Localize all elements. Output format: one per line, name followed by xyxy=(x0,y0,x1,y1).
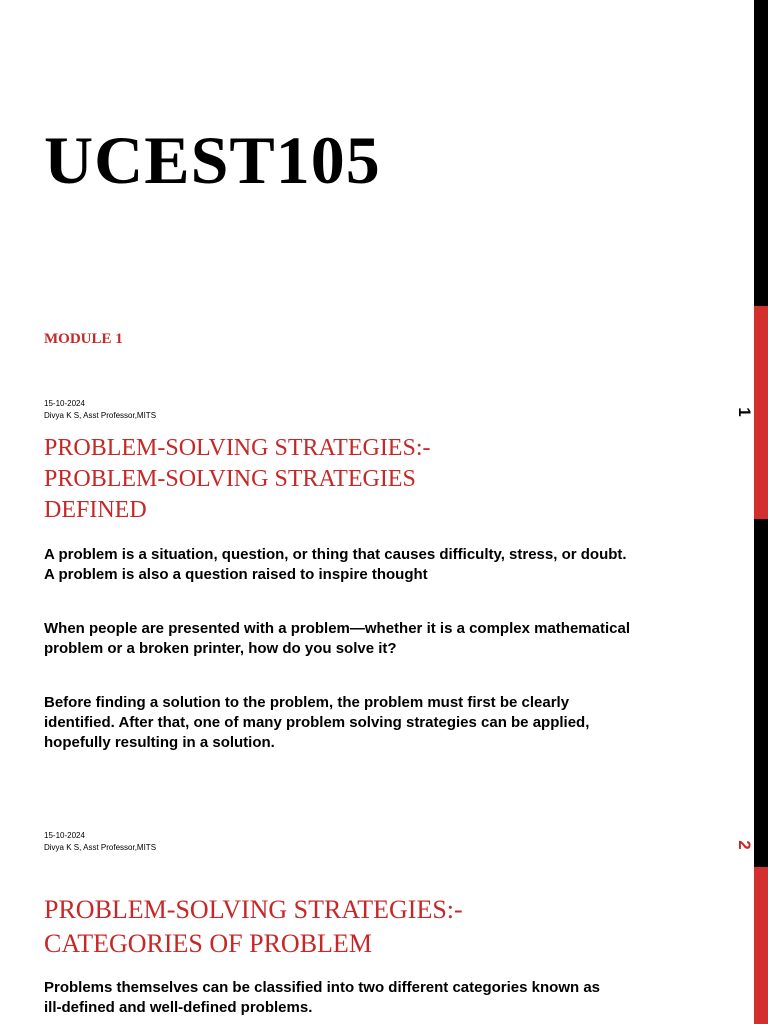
paragraph-line: problem or a broken printer, how do you solve it? xyxy=(44,640,397,657)
paragraph-line: Problems themselves can be classified into two different categories known as xyxy=(44,979,601,996)
section-title-line: DEFINED xyxy=(44,497,147,523)
slide-title: UCEST105 xyxy=(44,122,381,198)
section-title-line: PROBLEM-SOLVING STRATEGIES:- xyxy=(44,895,463,924)
section-title-line: PROBLEM-SOLVING STRATEGIES xyxy=(44,466,416,492)
footer-author: Divya K S, Asst Professor,MITS xyxy=(44,843,157,852)
paragraph-line: A problem is also a question raised to inspire thought xyxy=(44,566,428,583)
paragraph-line: ill-defined and well-defined problems. xyxy=(44,999,313,1016)
slide-1 xyxy=(0,0,768,430)
paragraph-line: When people are presented with a problem—whether it is a complex mathematical xyxy=(44,620,630,637)
section-title xyxy=(44,433,430,526)
slide-number: 2 xyxy=(735,840,754,850)
slide-number: 1 xyxy=(735,407,754,417)
footer-date: 15-10-2024 xyxy=(44,831,85,840)
paragraph-line: Before finding a solution to the problem, the problem must first be clearly xyxy=(44,694,570,711)
section-title xyxy=(44,893,463,961)
slide-2 xyxy=(0,430,768,864)
slide-3 xyxy=(0,864,768,1024)
section-title-line: CATEGORIES OF PROBLEM xyxy=(44,929,372,958)
slide-footer xyxy=(44,398,156,422)
slide-footer xyxy=(44,830,156,854)
paragraph xyxy=(44,978,704,1018)
paragraph xyxy=(44,619,704,659)
footer-author: Divya K S, Asst Professor,MITS xyxy=(44,411,157,420)
paragraph-line: hopefully resulting in a solution. xyxy=(44,734,275,751)
footer-date: 15-10-2024 xyxy=(44,399,85,408)
paragraph-line: A problem is a situation, question, or thing that causes difficulty, stress, or doubt. xyxy=(44,546,627,563)
section-title-line: PROBLEM-SOLVING STRATEGIES:- xyxy=(44,435,431,461)
paragraph-line: identified. After that, one of many problem solving strategies can be applied, xyxy=(44,714,590,731)
slide-subtitle: MODULE 1 xyxy=(44,331,123,347)
paragraph xyxy=(44,693,704,753)
paragraph xyxy=(44,545,704,585)
